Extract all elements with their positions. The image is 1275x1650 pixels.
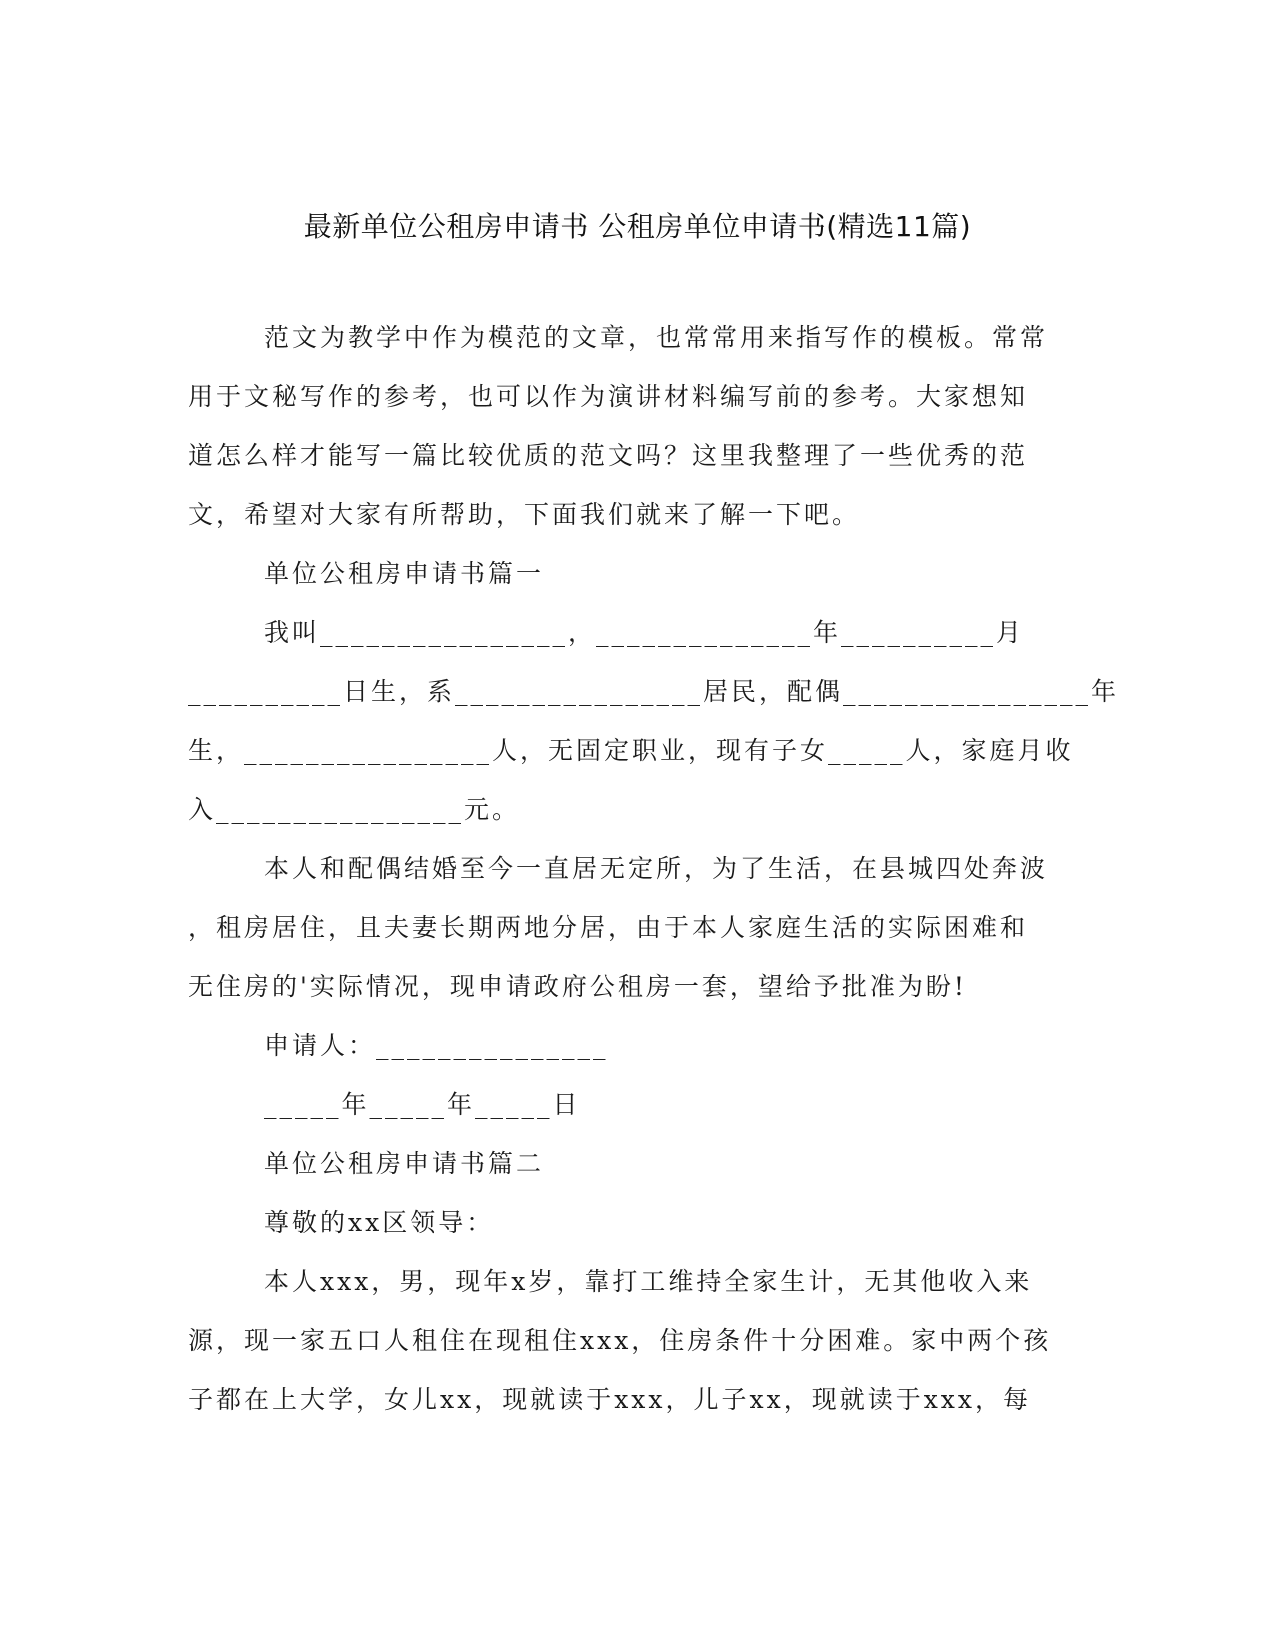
form-line: 入________________元。: [188, 795, 521, 824]
paragraph-line: ，租房居住，且夫妻长期两地分居，由于本人家庭生活的实际困难和: [188, 913, 1029, 942]
paragraph-line: 源，现一家五口人租住在现租住xxx，住房条件十分困难。家中两个孩: [188, 1326, 1052, 1355]
salutation: 尊敬的xx区领导：: [264, 1208, 495, 1237]
document-title: 最新单位公租房申请书 公租房单位申请书(精选11篇): [303, 210, 972, 243]
paragraph-line: 道怎么样才能写一篇比较优质的范文吗？这里我整理了一些优秀的范: [188, 441, 1029, 470]
paragraph-line: 用于文秘写作的参考，也可以作为演讲材料编写前的参考。大家想知: [188, 382, 1029, 411]
paragraph-line: 子都在上大学，女儿xx，现就读于xxx，儿子xx，现就读于xxx，每: [188, 1385, 1031, 1414]
section-heading: 单位公租房申请书篇二: [264, 1149, 545, 1178]
form-line: 生，________________人，无固定职业，现有子女_____人，家庭月收: [188, 736, 1074, 765]
section-heading: 单位公租房申请书篇一: [264, 559, 545, 588]
paragraph-line: 本人和配偶结婚至今一直居无定所，为了生活，在县城四处奔波: [264, 854, 1049, 883]
paragraph-line: 范文为教学中作为模范的文章，也常常用来指写作的模板。常常: [264, 323, 1049, 352]
form-line: __________日生，系________________居民，配偶________________年: [188, 677, 1120, 706]
paragraph-line: 本人xxx，男，现年x岁，靠打工维持全家生计，无其他收入来: [264, 1267, 1033, 1296]
paragraph-line: 无住房的'实际情况，现申请政府公租房一套，望给予批准为盼!: [188, 972, 967, 1001]
form-line: 我叫________________，______________年__________月: [264, 618, 1025, 647]
date-line: _____年_____年_____日: [264, 1090, 581, 1119]
applicant-signature-line: 申请人：_______________: [264, 1031, 609, 1060]
paragraph-line: 文，希望对大家有所帮助，下面我们就来了解一下吧。: [188, 500, 861, 529]
